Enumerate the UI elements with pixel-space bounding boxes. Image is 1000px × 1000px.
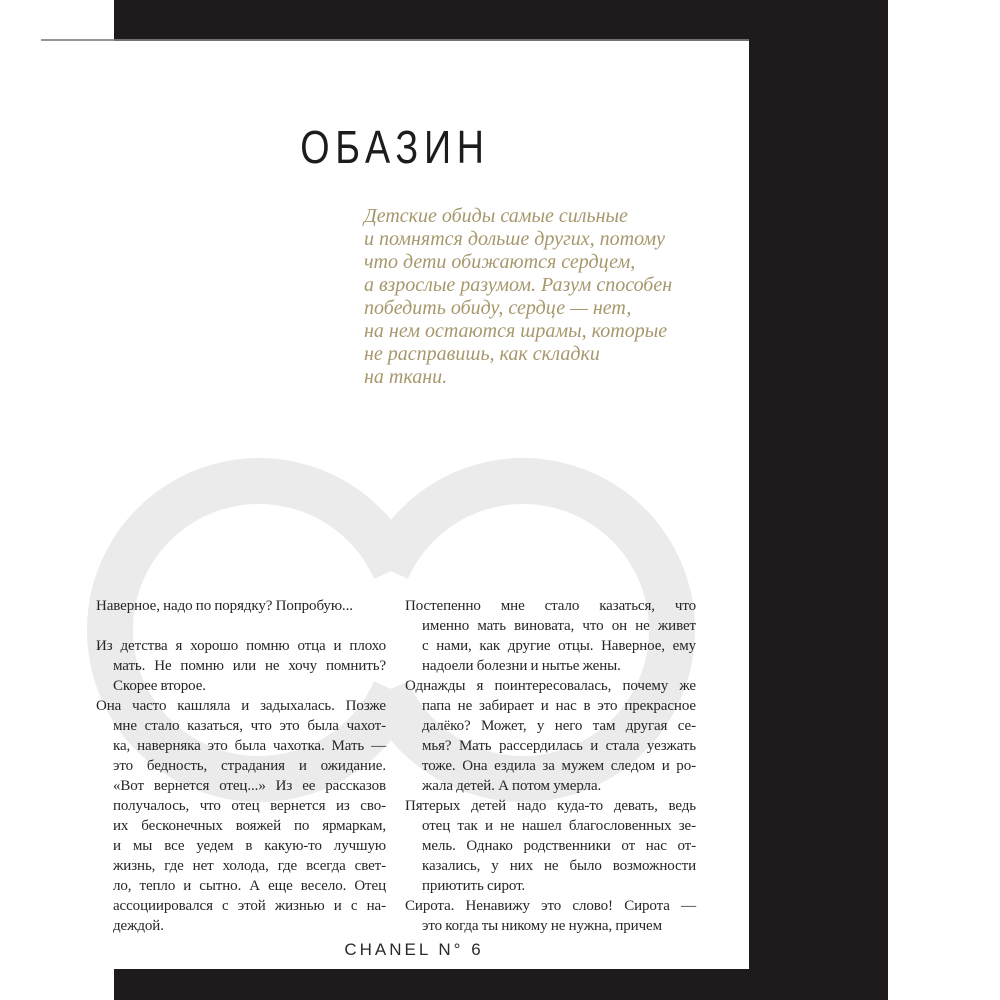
epigraph <box>364 205 672 389</box>
paragraph <box>405 676 696 796</box>
text-line: Сирота. Ненавижу это слово! Сирота — <box>405 898 696 914</box>
text-line: и мы все уедем в какую-то лучшую <box>113 838 386 854</box>
text-line: мать. Не помню или не хочу помнить? <box>113 658 386 674</box>
epigraph-line: на ткани. <box>364 366 448 388</box>
text-line: Из детства я хорошо помню отца и плохо <box>96 638 386 654</box>
text-line: Постепенно мне стало казаться, что <box>405 598 696 614</box>
running-footer: CHANEL N° 6 <box>344 940 484 959</box>
paragraph <box>96 696 386 936</box>
text-line: далёко? Может, у него там другая се- <box>422 718 696 734</box>
paragraph <box>96 636 386 696</box>
epigraph-line: на нем остаются шрамы, которые <box>364 320 668 342</box>
epigraph-line: победить обиду, сердце — нет, <box>364 297 632 319</box>
text-line: казались, у них не было возможности <box>422 858 696 874</box>
text-line: «Вот вернется отец...» Из ее рассказов <box>113 778 386 794</box>
text-line: ассоциировался с этой жизнью и с на- <box>113 898 386 914</box>
text-line: ло, тепло и сытно. А еще весело. Отец <box>113 878 386 894</box>
text-line: получалось, что отец вернется из сво- <box>113 798 386 814</box>
epigraph-line: не расправишь, как складки <box>364 343 600 365</box>
epigraph-line: и помнятся дольше других, потому <box>364 228 665 250</box>
text-line: жала детей. А потом умерла. <box>422 778 602 794</box>
text-line: именно мать виновата, что он не живет <box>422 618 696 634</box>
text-line: это когда ты никому не нужна, причем <box>422 918 662 934</box>
epigraph-line: что дети обижаются сердцем, <box>364 251 636 273</box>
text-line: мель. Однако родственники от нас от- <box>422 838 696 854</box>
text-line: папа не забирает и нас в это прекрасное <box>422 698 696 714</box>
text-line: с нами, как другие отцы. Наверное, ему <box>422 638 696 654</box>
text-line: ка, наверняка это была чахотка. Мать — <box>113 738 386 754</box>
text-line: их бесконечных вояжей по ярмаркам, <box>113 818 386 834</box>
text-line: мья? Мать рассердилась и стала уезжать <box>422 738 696 754</box>
book-page <box>41 41 749 969</box>
epigraph-line: Детские обиды самые сильные <box>364 205 628 227</box>
paragraph <box>405 896 696 936</box>
text-column-left <box>96 596 386 936</box>
text-line: Она часто кашляла и задыхалась. Позже <box>96 698 386 714</box>
text-column-right <box>405 596 696 936</box>
text-line: отец так и не нашел благословенных зе- <box>422 818 696 834</box>
text-line: тоже. Она ездила за мужем следом и ро- <box>422 758 696 774</box>
chapter-title: ОБАЗИН <box>300 121 490 173</box>
text-line: деждой. <box>113 918 164 934</box>
text-line: Скорее второе. <box>113 678 206 694</box>
text-line: это бедность, страдания и ожидание. <box>113 758 386 774</box>
paragraph <box>405 596 696 676</box>
text-line: мне стало казаться, что это была чахот- <box>113 718 386 734</box>
text-line: надоели болезни и нытье жены. <box>422 658 621 674</box>
text-line: приютить сирот. <box>422 878 526 894</box>
paragraph <box>96 596 386 616</box>
text-line: Пятерых детей надо куда-то девать, ведь <box>405 798 696 814</box>
paragraph <box>405 796 696 896</box>
epigraph-line: а взрослые разумом. Разум способен <box>364 274 673 296</box>
text-line: Наверное, надо по порядку? Попробую... <box>96 598 353 614</box>
text-line: жизнь, где нет холода, где всегда свет- <box>113 858 386 874</box>
text-line: Однажды я поинтересовалась, почему же <box>405 678 696 694</box>
